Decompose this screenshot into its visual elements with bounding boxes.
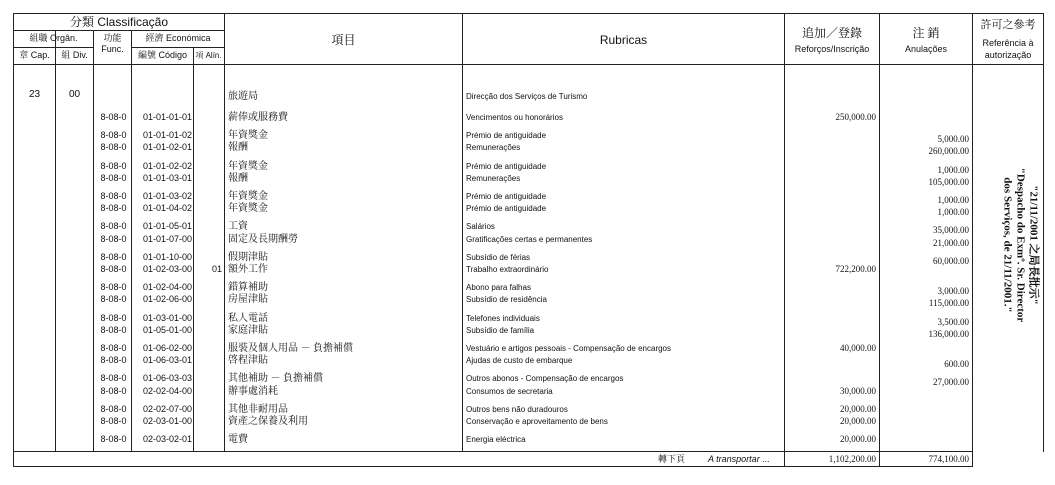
header-rubricas: Rubricas: [599, 33, 648, 47]
row-item-zh: 工資: [228, 221, 248, 232]
row-func: 8-08-0: [100, 252, 127, 262]
row-anulacoes: 35,000.00: [933, 225, 969, 235]
row-func: 8-08-0: [100, 142, 127, 152]
row-anulacoes: 1,000.00: [937, 165, 969, 175]
header-economica: 經濟 Económica: [145, 33, 211, 43]
row-func: 8-08-0: [100, 161, 127, 171]
row-anulacoes: 1,000.00: [937, 207, 969, 217]
col-border: [462, 13, 463, 452]
row-item-zh: 服裝及個人用品 － 負擔補償: [228, 343, 353, 354]
row-func: 8-08-0: [100, 203, 127, 213]
row-rubrica: Outros abonos - Compensação de encargos: [466, 374, 624, 383]
header-divider: [13, 30, 224, 31]
header-items-zh: 項目: [331, 33, 356, 47]
row-code: 01-03-01-00: [142, 313, 192, 323]
header-divider: [13, 47, 93, 48]
row-rubrica: Abono para falhas: [466, 283, 531, 292]
row-func: 8-08-0: [100, 221, 127, 231]
row-code: 01-01-02-02: [142, 161, 192, 171]
row-rubrica: Prémio de antiguidade: [466, 204, 547, 213]
row-code: 01-06-03-01: [142, 355, 192, 365]
row-code: 01-01-02-01: [142, 142, 192, 152]
table-top-border: [13, 13, 1044, 14]
row-code: 02-02-04-00: [142, 386, 192, 396]
row-rubrica: Vencimentos ou honorários: [466, 113, 563, 122]
row-reforcos: 20,000.00: [840, 404, 876, 414]
row-rubrica: Energia eléctrica: [466, 435, 526, 444]
row-func: 8-08-0: [100, 173, 127, 183]
row-func: 8-08-0: [100, 434, 127, 444]
col-border: [13, 13, 14, 467]
header-anulacoes-pt: Anulações: [904, 44, 948, 54]
row-item-zh: 資產之保養及利用: [228, 416, 308, 427]
header-divider: [131, 47, 224, 48]
header-reforcos-pt: Reforços/Inscrição: [794, 44, 870, 54]
row-anulacoes: 136,000.00: [928, 329, 969, 339]
row-func: 8-08-0: [100, 373, 127, 383]
row-anulacoes: 260,000.00: [928, 146, 969, 156]
header-anulacoes-zh: 注 銷: [912, 26, 940, 40]
row-reforcos: 20,000.00: [840, 416, 876, 426]
row-func: 8-08-0: [100, 264, 127, 274]
row-code: 02-03-01-00: [142, 416, 192, 426]
header-referencia-pt1: Referência à: [982, 38, 1034, 48]
row-rubrica: Ajudas de custo de embarque: [466, 356, 573, 365]
table-bottom-border: [13, 451, 973, 452]
row-rubrica: Prémio de antiguidade: [466, 131, 547, 140]
row-anulacoes: 1,000.00: [937, 195, 969, 205]
row-item-zh: 年資獎金: [228, 203, 268, 214]
department-name-pt: Direcção dos Serviços de Turismo: [466, 92, 588, 101]
row-item-zh: 年資獎金: [228, 161, 268, 172]
header-organica: 組職 Orgân.: [29, 33, 78, 43]
footer-total-reforcos: 1,102,200.00: [828, 454, 876, 464]
row-anulacoes: 60,000.00: [933, 256, 969, 266]
row-func: 8-08-0: [100, 343, 127, 353]
row-code: 01-05-01-00: [142, 325, 192, 335]
row-rubrica: Remunerações: [466, 174, 521, 183]
row-rubrica: Salários: [466, 222, 495, 231]
row-code: 01-01-04-02: [142, 203, 192, 213]
row-item-zh: 私人電話: [228, 313, 268, 324]
row-alin: 01: [211, 264, 222, 274]
col-border: [784, 13, 785, 467]
row-anulacoes: 105,000.00: [928, 177, 969, 187]
department-name-zh: 旅遊局: [228, 91, 258, 102]
row-func: 8-08-0: [100, 325, 127, 335]
row-rubrica: Gratificações certas e permanentes: [466, 235, 593, 244]
footer-label-zh: 轉下頁: [658, 454, 686, 464]
footer-total-anulacoes: 774,100.00: [928, 454, 969, 464]
row-item-zh: 假期津貼: [228, 252, 268, 263]
row-code: 01-01-10-00: [142, 252, 192, 262]
row-anulacoes: 5,000.00: [937, 134, 969, 144]
row-func: 8-08-0: [100, 234, 127, 244]
col-border: [224, 13, 225, 452]
row-func: 8-08-0: [100, 112, 127, 122]
row-item-zh: 額外工作: [228, 264, 268, 275]
row-code: 01-01-03-02: [142, 191, 192, 201]
header-div: 組 Div.: [61, 50, 88, 60]
footer-leader-dots: ...: [762, 454, 770, 464]
row-anulacoes: 600.00: [944, 359, 969, 369]
row-code: 01-01-01-01: [142, 112, 192, 122]
authorization-line1: "21/11/2001 之局長批示": [1027, 185, 1040, 305]
col-border: [193, 47, 194, 452]
row-code: 01-01-07-00: [142, 234, 192, 244]
row-item-zh: 報酬: [228, 142, 248, 153]
row-code: 01-02-04-00: [142, 282, 192, 292]
row-item-zh: 年資獎金: [228, 191, 268, 202]
department-div: 00: [68, 89, 81, 100]
row-item-zh: 電費: [228, 434, 248, 445]
row-anulacoes: 3,000.00: [937, 286, 969, 296]
authorization-line2: "Despacho do Exmº. Sr. Director: [1014, 167, 1027, 323]
row-code: 01-01-01-02: [142, 130, 192, 140]
row-item-zh: 錯算補助: [228, 282, 268, 293]
header-funcional-zh: 功能: [103, 33, 122, 43]
row-rubrica: Conservação e aproveitamento de bens: [466, 417, 608, 426]
row-rubrica: Vestuário e artigos pessoais - Compensação de encargos: [466, 344, 672, 353]
row-rubrica: Prémio de antiguidade: [466, 192, 547, 201]
authorization-reference: [985, 120, 1055, 370]
row-item-zh: 固定及長期酬勞: [228, 234, 298, 245]
row-code: 02-02-07-00: [142, 404, 192, 414]
row-rubrica: Trabalho extraordinário: [466, 265, 549, 274]
row-rubrica: Consumos de secretaria: [466, 387, 553, 396]
header-alin: 項 Alín.: [195, 51, 222, 60]
header-reforcos-zh: 追加／登錄: [801, 26, 862, 40]
row-rubrica: Subsídio de família: [466, 326, 535, 335]
row-item-zh: 年資獎金: [228, 130, 268, 141]
row-code: 01-06-02-00: [142, 343, 192, 353]
row-anulacoes: 115,000.00: [928, 298, 969, 308]
row-item-zh: 報酬: [228, 173, 248, 184]
row-reforcos: 722,200.00: [835, 264, 876, 274]
row-code: 01-01-03-01: [142, 173, 192, 183]
row-item-zh: 辦事處消耗: [228, 386, 278, 397]
row-item-zh: 房屋津貼: [228, 294, 268, 305]
row-reforcos: 30,000.00: [840, 386, 876, 396]
row-func: 8-08-0: [100, 294, 127, 304]
row-item-zh: 其他補助 － 負擔補償: [228, 373, 323, 384]
header-referencia-zh: 許可之參考: [980, 19, 1036, 31]
row-rubrica: Telefones individuais: [466, 314, 540, 323]
row-code: 01-06-03-03: [142, 373, 192, 383]
row-func: 8-08-0: [100, 282, 127, 292]
footer-bottom-border: [13, 466, 973, 467]
row-rubrica: Subsídio de férias: [466, 253, 531, 262]
row-func: 8-08-0: [100, 386, 127, 396]
row-code: 01-01-05-01: [142, 221, 192, 231]
row-rubrica: Remunerações: [466, 143, 521, 152]
row-rubrica: Prémio de antiguidade: [466, 162, 547, 171]
col-border: [972, 13, 973, 467]
row-anulacoes: 27,000.00: [933, 377, 969, 387]
row-reforcos: 20,000.00: [840, 434, 876, 444]
header-classificacao: 分類 Classificação: [69, 15, 169, 29]
row-func: 8-08-0: [100, 355, 127, 365]
row-reforcos: 250,000.00: [835, 112, 876, 122]
header-cap: 章 Cap.: [19, 50, 50, 60]
row-func: 8-08-0: [100, 191, 127, 201]
row-func: 8-08-0: [100, 130, 127, 140]
row-reforcos: 40,000.00: [840, 343, 876, 353]
row-item-zh: 家庭津貼: [228, 325, 268, 336]
row-code: 01-02-06-00: [142, 294, 192, 304]
row-func: 8-08-0: [100, 313, 127, 323]
row-rubrica: Subsídio de residência: [466, 295, 547, 304]
footer-label-pt: A transportar: [708, 454, 760, 464]
row-func: 8-08-0: [100, 404, 127, 414]
row-code: 01-02-03-00: [142, 264, 192, 274]
row-code: 02-03-02-01: [142, 434, 192, 444]
row-anulacoes: 21,000.00: [933, 238, 969, 248]
row-rubrica: Outros bens não duradouros: [466, 405, 568, 414]
department-cap: 23: [28, 89, 41, 100]
row-item-zh: 薪俸或服務費: [228, 112, 288, 123]
row-item-zh: 其他非耐用品: [228, 404, 288, 415]
row-func: 8-08-0: [100, 416, 127, 426]
authorization-line3: dos Serviços, de 21/11/2001.": [1001, 177, 1014, 313]
row-anulacoes: 3,500.00: [937, 317, 969, 327]
header-referencia-pt2: autorização: [984, 50, 1032, 60]
col-border: [93, 30, 94, 452]
header-codigo: 編號 Código: [137, 50, 188, 60]
header-funcional-pt: Func.: [101, 44, 124, 54]
header-bottom-border: [13, 64, 1044, 65]
row-item-zh: 啓程津貼: [228, 355, 268, 366]
